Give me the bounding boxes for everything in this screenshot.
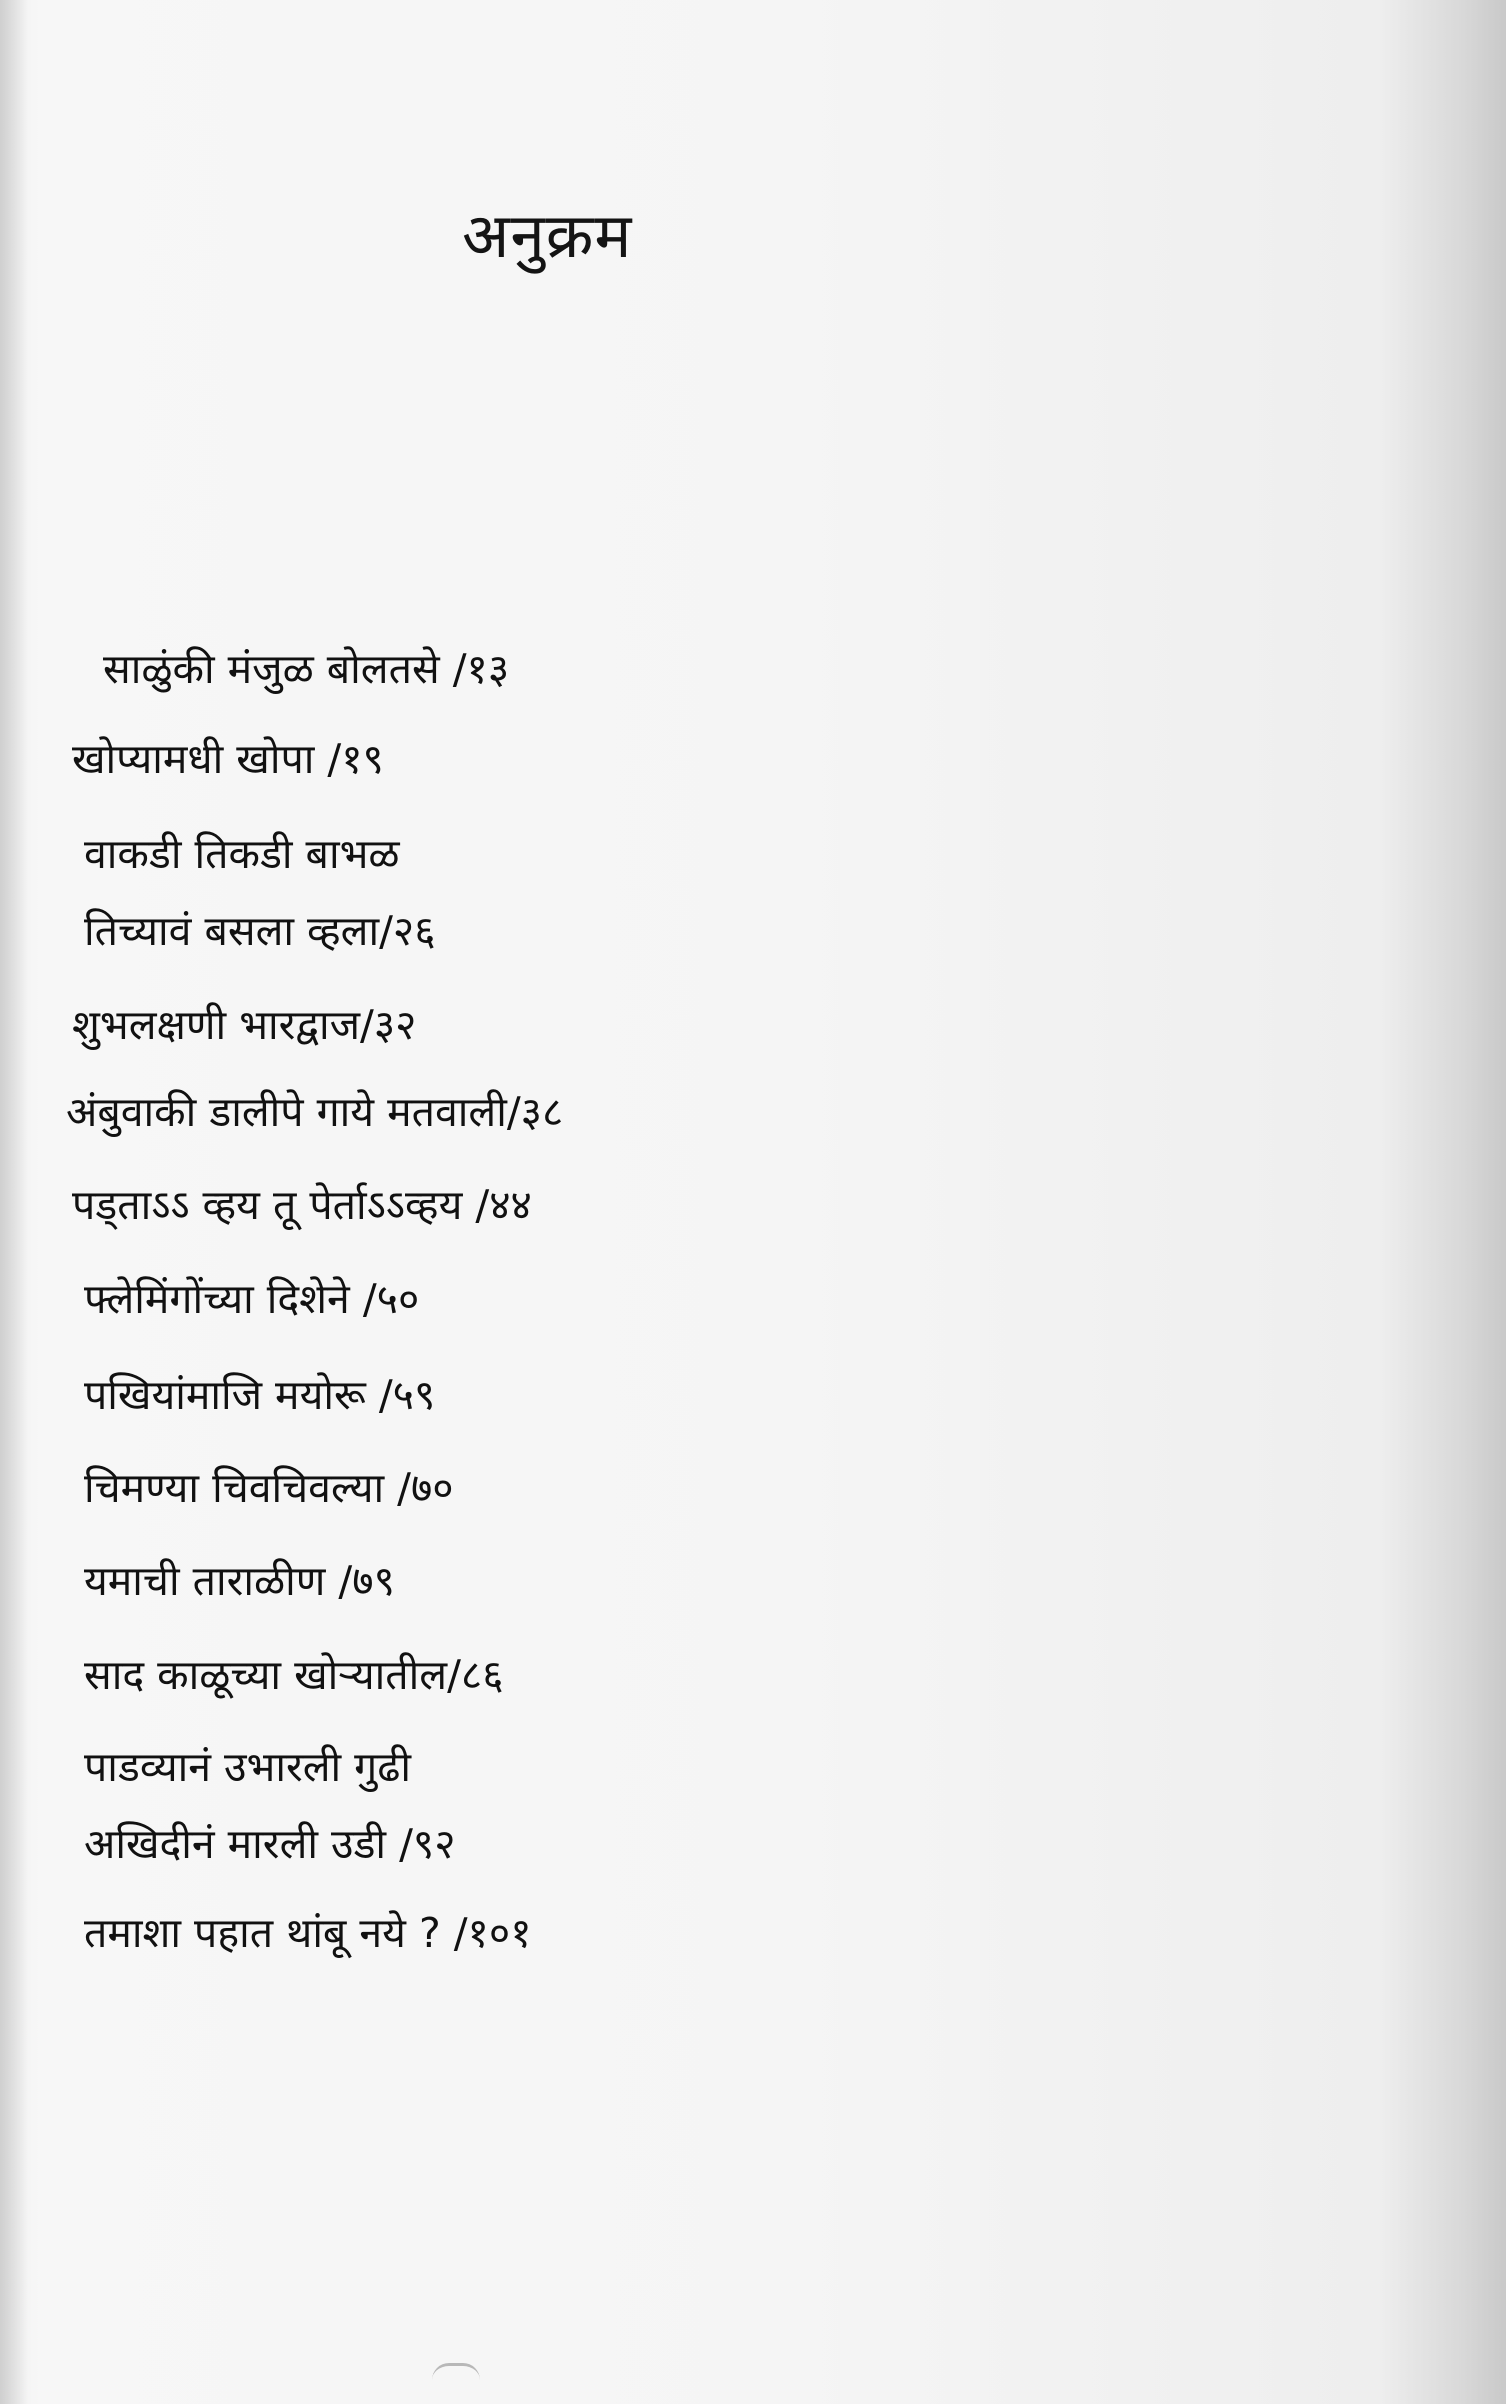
toc-entry: साद काळूच्या खोऱ्यातील/८६ (84, 1651, 504, 1699)
toc-entry: तमाशा पहात थांबू नये ? /१०१ (84, 1909, 532, 1957)
toc-entry: पड्ताऽऽ व्हय तू पेर्ताऽऽव्हय /४४ (72, 1181, 532, 1229)
toc-entry: पखियांमाजि मयोरू /५९ (84, 1371, 436, 1419)
toc-entry: खोप्यामधी खोपा /१९ (72, 735, 384, 783)
toc-entry: शुभलक्षणी भारद्वाज/३२ (72, 1001, 417, 1049)
toc-entry: साळुंकी मंजुळ बोलतसे /१३ (103, 645, 510, 693)
toc-entry: अखिदीनं मारली उडी /९२ (84, 1820, 456, 1868)
page-footer-mark (432, 2363, 480, 2380)
toc-entry: चिमण्या चिवचिवल्या /७० (84, 1464, 454, 1512)
toc-entry: वाकडी तिकडी बाभळ (84, 830, 400, 878)
toc-entry: यमाची ताराळीण /७९ (84, 1557, 395, 1605)
toc-entry: तिच्यावं बसला व्हला/२६ (84, 907, 436, 955)
toc-entry: पाडव्यानं उभारली गुढी (84, 1743, 411, 1791)
toc-entry: अंबुवाकी डालीपे गाये मतवाली/३८ (66, 1088, 564, 1136)
toc-entry: फ्लेमिंगोंच्या दिशेने /५० (84, 1275, 420, 1323)
page-title: अनुक्रम (462, 199, 633, 272)
